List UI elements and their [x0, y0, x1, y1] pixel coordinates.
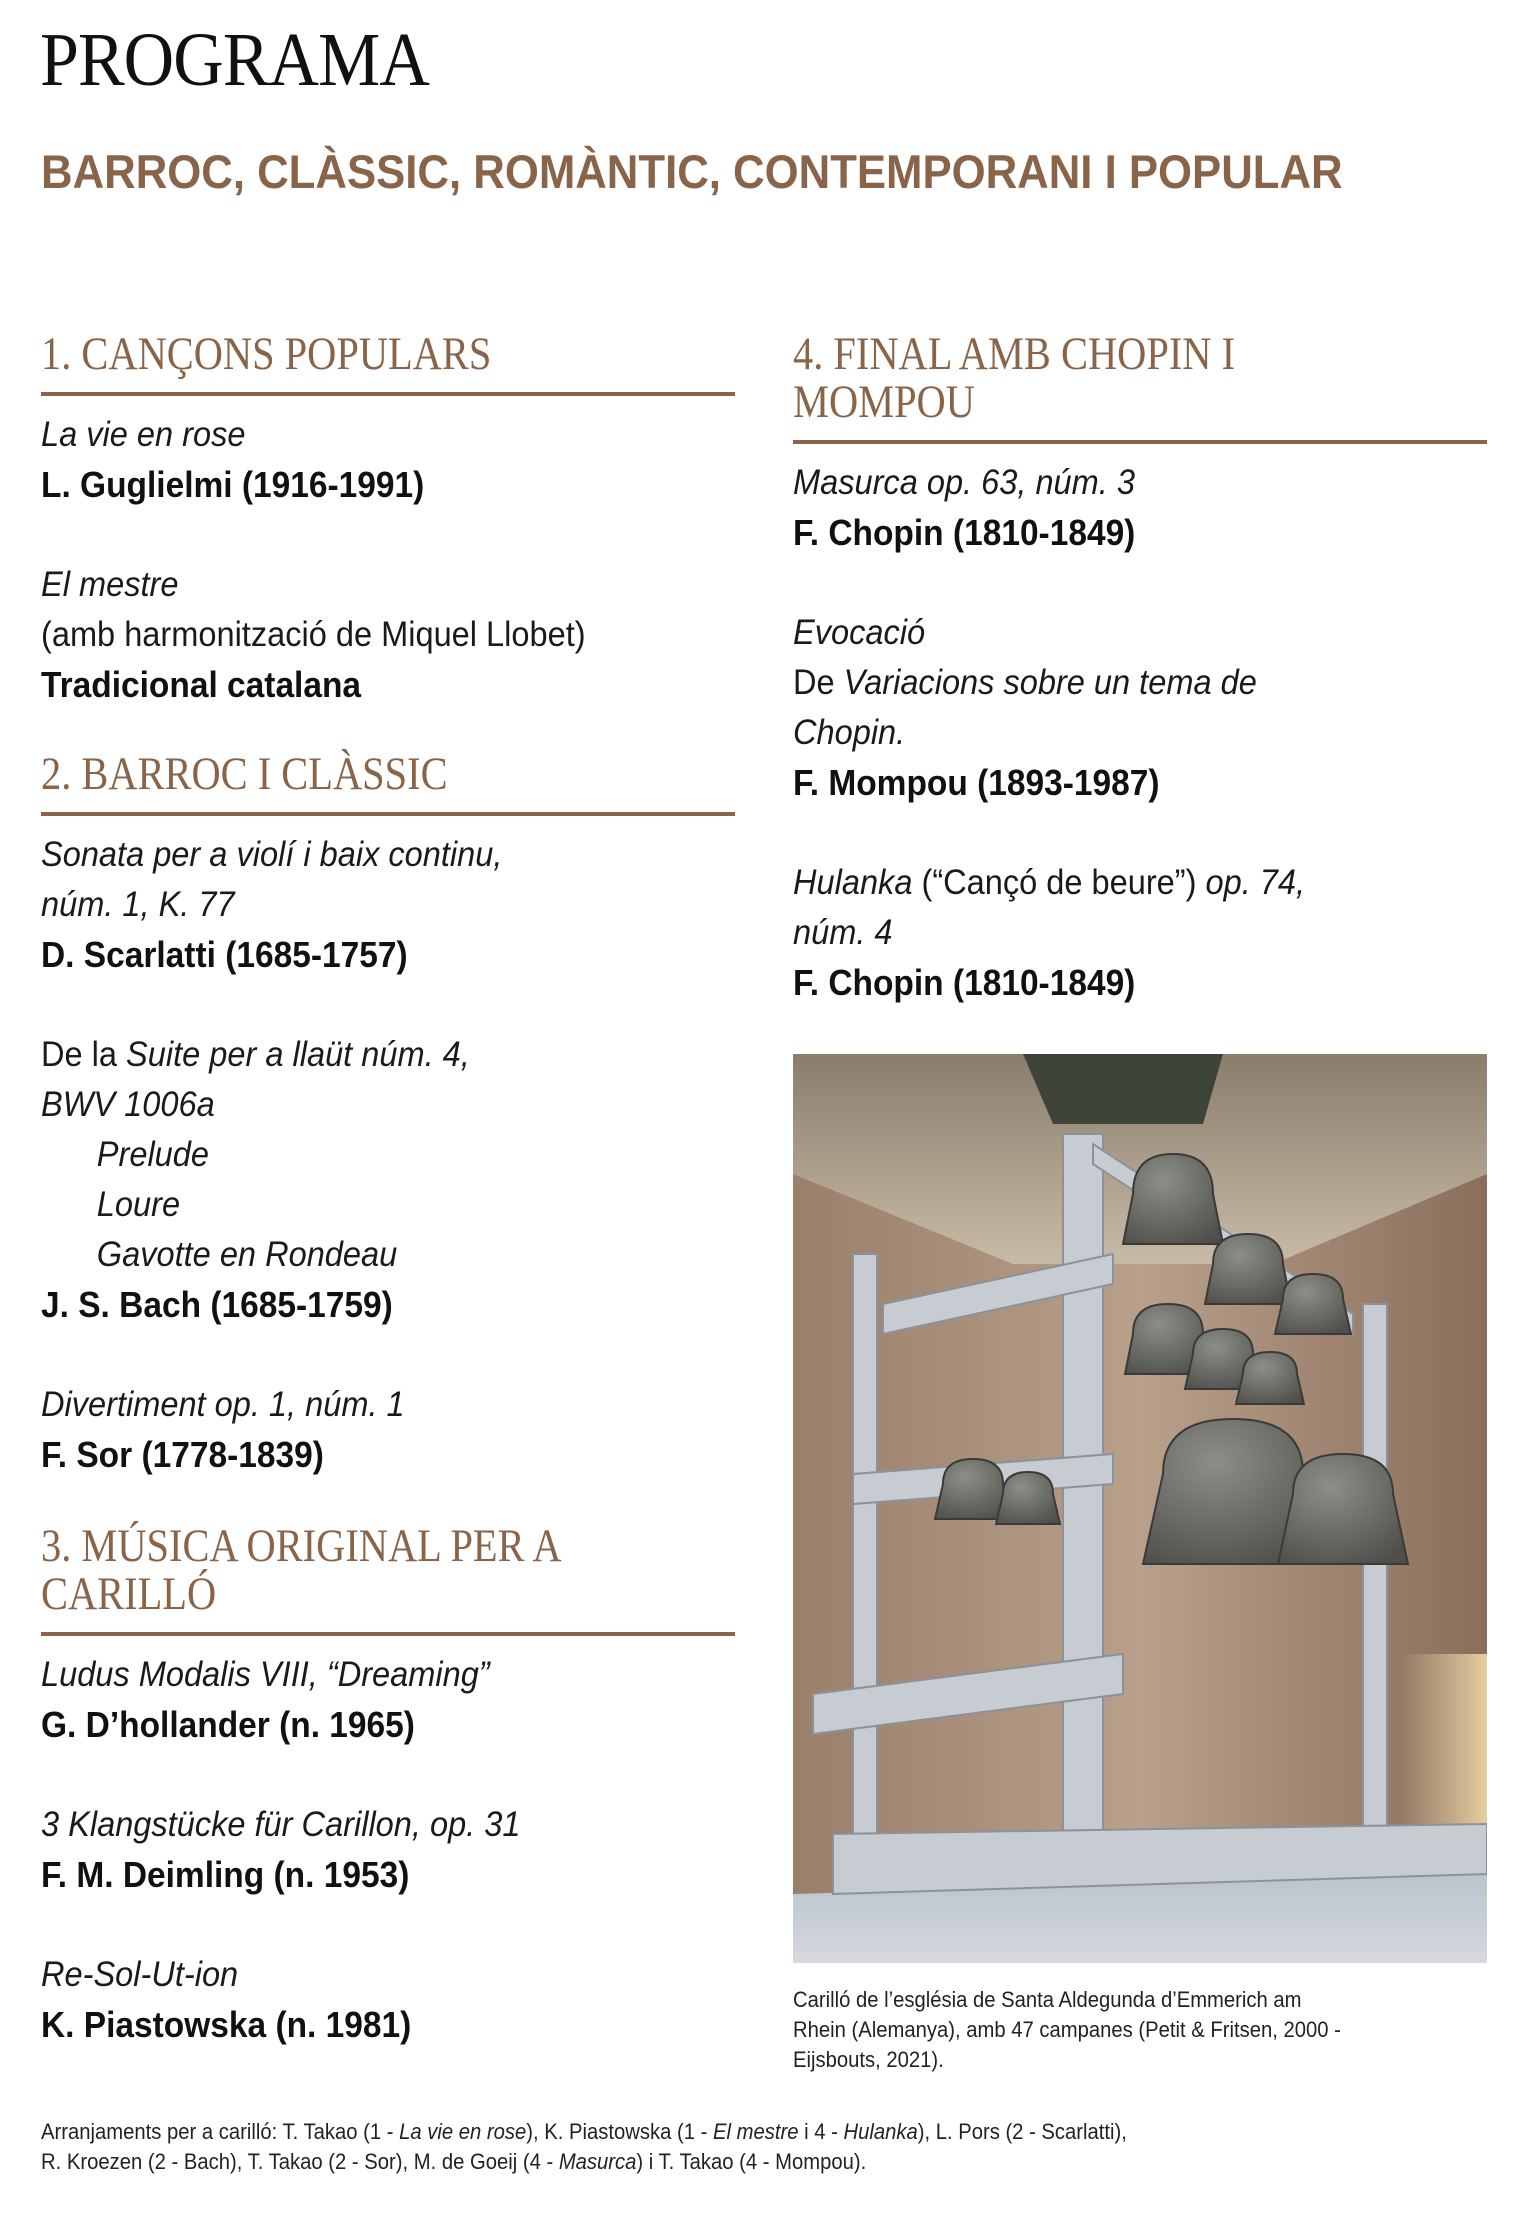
composer: F. Chopin (1810-1849)	[793, 512, 1136, 553]
work-title: Divertiment op. 1, núm. 1	[41, 1385, 405, 1424]
work-title: Masurca op. 63, núm. 3	[793, 463, 1135, 502]
caption-line: Rhein (Alemanya), amb 47 campanes (Petit & Fritsen, 2000 -	[793, 2017, 1341, 2042]
composer: Tradicional catalana	[41, 664, 362, 705]
section-divider	[41, 1632, 735, 1636]
work-title: El mestre	[41, 565, 179, 604]
footer-work-title: El mestre	[712, 2119, 799, 2144]
composer: J. S. Bach (1685-1759)	[41, 1284, 393, 1325]
arrangements-note	[41, 2117, 1421, 2177]
section-divider	[41, 392, 735, 396]
movement: Prelude	[96, 1135, 209, 1174]
section-heading-cont: CARILLÓ	[41, 1568, 217, 1620]
footer-work-title: Masurca	[558, 2149, 637, 2174]
composer: L. Guglielmi (1916-1991)	[41, 464, 425, 505]
section-heading-cont: MOMPOU	[793, 376, 975, 428]
work-title: Evocació	[793, 613, 926, 652]
work-title: Sonata per a violí i baix continu,	[41, 835, 503, 874]
footer-line	[41, 2117, 1421, 2147]
work-title: Hulanka	[793, 863, 913, 902]
work-item	[41, 1030, 735, 1330]
section-heading: 4. FINAL AMB CHOPIN I	[793, 328, 1236, 380]
footer-work-title: Hulanka	[843, 2119, 918, 2144]
work-source-cont: Chopin.	[793, 713, 906, 752]
work-prefix: De la	[41, 1035, 127, 1074]
work-opus: op. 74,	[1205, 863, 1306, 902]
composer: F. Mompou (1893-1987)	[793, 762, 1160, 803]
composer: F. Sor (1778-1839)	[41, 1434, 324, 1475]
footer-text: ), L. Pors (2 - Scarlatti),	[917, 2119, 1127, 2144]
right-column	[793, 330, 1487, 1008]
work-opus-cont: núm. 4	[793, 913, 893, 952]
work-subtitle: (“Cançó de beure”)	[912, 863, 1206, 902]
work-title: Suite per a llaüt núm. 4,	[126, 1035, 470, 1074]
footer-text: ) i T. Takao (4 - Mompou).	[636, 2149, 867, 2174]
work-title-cont: BWV 1006a	[41, 1085, 215, 1124]
footer-line	[41, 2147, 1421, 2177]
carillon-photo	[793, 1054, 1487, 1963]
composer: D. Scarlatti (1685-1757)	[41, 934, 408, 975]
work-item	[793, 858, 1487, 1008]
work-title: La vie en rose	[41, 415, 246, 454]
section-divider	[793, 440, 1487, 444]
composer: G. D’hollander (n. 1965)	[41, 1704, 415, 1745]
section-3	[41, 1522, 735, 2050]
work-source: Variacions sobre un tema de	[843, 663, 1257, 702]
work-title: Ludus Modalis VIII, “Dreaming”	[41, 1655, 490, 1694]
work-item	[41, 1380, 735, 1480]
section-heading: 2. BARROC I CLÀSSIC	[41, 748, 448, 800]
footer-text: R. Kroezen (2 - Bach), T. Takao (2 - Sor), M. de Goeij (4 -	[41, 2149, 559, 2174]
work-item	[41, 1950, 735, 2050]
work-item	[41, 830, 735, 980]
composer: F. Chopin (1810-1849)	[793, 962, 1136, 1003]
footer-work-title: La vie en rose	[399, 2119, 527, 2144]
movement: Gavotte en Rondeau	[96, 1235, 398, 1274]
work-title: Re-Sol-Ut-ion	[41, 1955, 239, 1994]
caption-line: Carilló de l’església de Santa Aldegunda d’Emmerich am	[793, 1987, 1302, 2012]
composer: F. M. Deimling (n. 1953)	[41, 1854, 410, 1895]
program-subtitle: BARROC, CLÀSSIC, ROMÀNTIC, CONTEMPORANI I POPULAR	[41, 145, 1343, 198]
left-column	[41, 330, 735, 2050]
section-2	[41, 750, 735, 1480]
section-heading: 1. CANÇONS POPULARS	[41, 328, 492, 380]
section-divider	[41, 812, 735, 816]
work-item	[793, 608, 1487, 808]
work-item	[41, 1800, 735, 1900]
work-item	[41, 410, 735, 510]
work-item	[793, 458, 1487, 558]
work-item	[41, 560, 735, 710]
footer-text: Arranjaments per a carilló: T. Takao (1 -	[41, 2119, 400, 2144]
carillon-bells-image	[793, 1054, 1487, 1963]
work-prefix: De	[793, 663, 844, 702]
composer: K. Piastowska (n. 1981)	[41, 2004, 412, 2045]
movement: Loure	[96, 1185, 181, 1224]
work-item	[41, 1650, 735, 1750]
footer-text: ), K. Piastowska (1 -	[526, 2119, 713, 2144]
footer-text: i 4 -	[798, 2119, 844, 2144]
work-title: 3 Klangstücke für Carillon, op. 31	[41, 1805, 521, 1844]
section-4	[793, 330, 1487, 1008]
page-title: PROGRAMA	[40, 18, 429, 102]
photo-caption	[793, 1985, 1455, 2075]
caption-line: Eijsbouts, 2021).	[793, 2047, 944, 2072]
section-heading: 3. MÚSICA ORIGINAL PER A	[41, 1520, 562, 1572]
section-1	[41, 330, 735, 710]
work-title-cont: núm. 1, K. 77	[41, 885, 235, 924]
work-note: (amb harmonització de Miquel Llobet)	[41, 615, 586, 654]
